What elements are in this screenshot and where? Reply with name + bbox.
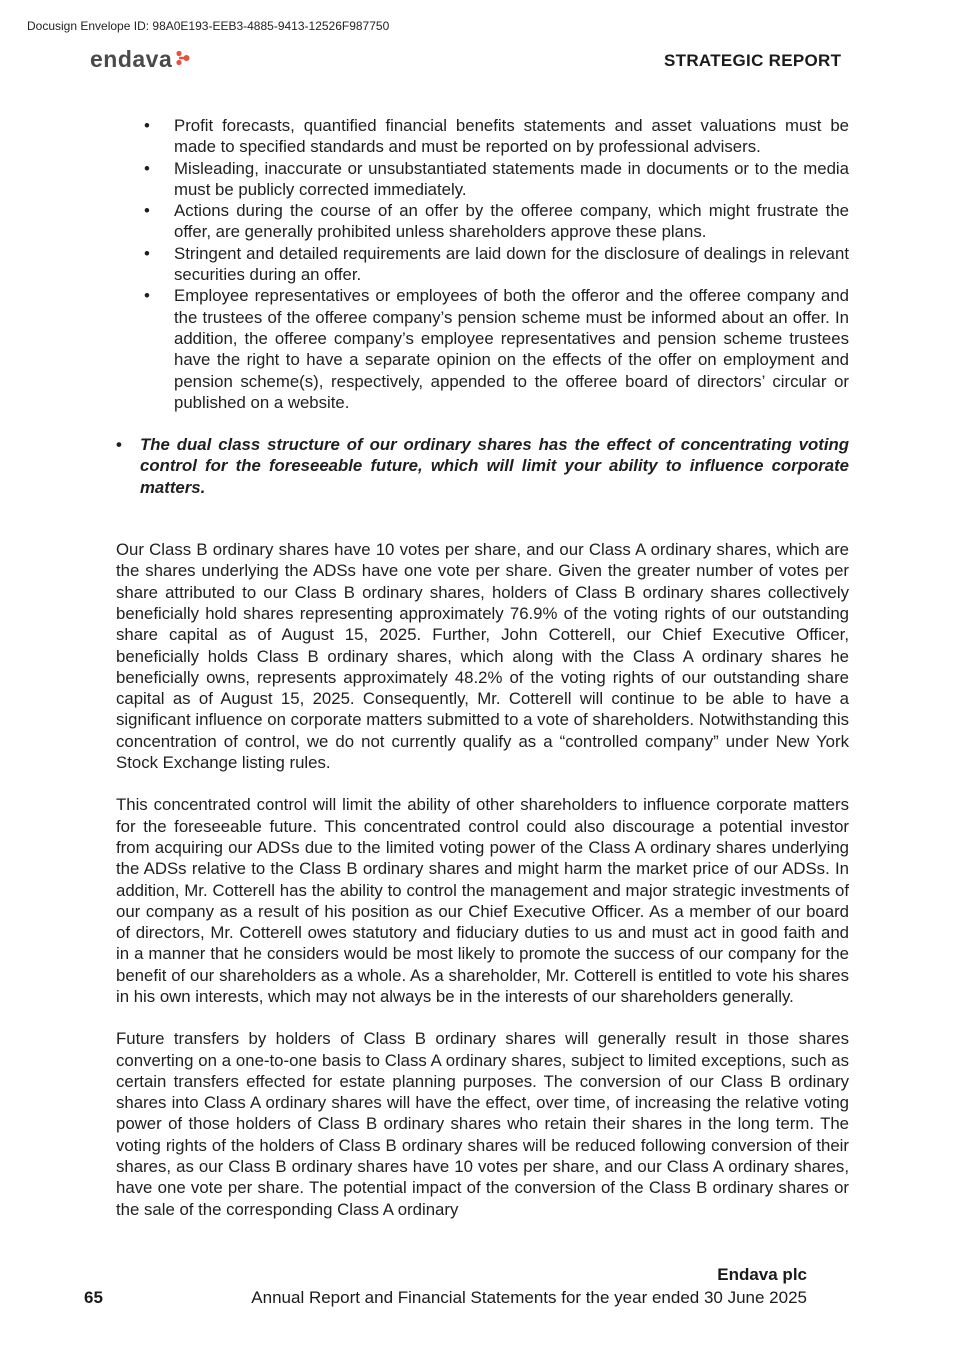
risk-factor-heading: • The dual class structure of our ordinary shares has the effect of concentrating voting control for the foreseeable future, which will limit your ability to influence corporate matters. <box>116 435 849 497</box>
page-content <box>116 115 849 1220</box>
body-paragraph: This concentrated control will limit the ability of other shareholders to influence corporate matters for the foreseeable future. This concentrated control could also discourage a potential investor from acquiring our ADSs due to the limited voting power of the Class A ordinary shares underlying the ADSs relative to the Class B ordinary shares and might harm the market price of our ADSs. In addition, Mr. Cotterell has the ability to control the management and major strategic investments of our company as a result of his position as our Chief Executive Officer. As a member of our board of directors, Mr. Cotterell owes statutory and fiduciary duties to us and must act in good faith and in a manner that he considers would be most likely to promote the success of our company for the benefit of our shareholders as a whole. As a shareholder, Mr. Cotterell is entitled to vote his shares in his own interests, which may not always be in the interests of our shareholders generally. <box>116 795 849 1006</box>
body-paragraph: Future transfers by holders of Class B ordinary shares will generally result in those shares converting on a one-to-one basis to Class A ordinary shares, subject to limited exceptions, such as certain transfers effected for estate planning purposes. The conversion of our Class B ordinary shares into Class A ordinary shares will have the effect, over time, of increasing the relative voting power of those holders of Class B ordinary shares who retain their shares in the long term. The voting rights of the holders of Class B ordinary shares will be reduced following conversion of their shares, as our Class B ordinary shares have 10 votes per share, and our Class A ordinary shares, have one vote per share. The potential impact of the conversion of the Class B ordinary shares or the sale of the corresponding Class A ordinary <box>116 1029 849 1219</box>
bullet-icon: • <box>144 243 150 263</box>
bullet-icon: • <box>144 286 150 306</box>
bullet-icon: • <box>144 158 150 178</box>
endava-logo <box>90 46 191 73</box>
list-item: • Stringent and detailed requirements are laid down for the disclosure of dealings in relevant securities during an offer. <box>144 243 849 285</box>
page-number: 65 <box>84 1288 103 1307</box>
footer-report-title: Annual Report and Financial Statements for the year ended 30 June 2025 <box>251 1288 807 1307</box>
list-item: • Misleading, inaccurate or unsubstantiated statements made in documents or to the media must be publicly corrected immediately. <box>144 158 849 199</box>
list-item: • Actions during the course of an offer by the offeree company, which might frustrate the offer, are generally prohibited unless shareholders approve these plans. <box>144 201 849 242</box>
list-item: • Employee representatives or employees of both the offeror and the offeree company and the trustees of the offeree company’s pension scheme must be informed about an offer. In addition, the offeree company’s employee representatives and pension scheme trustees have the right to have a separate opinion on the effects of the offer on employment and pension scheme(s), respectively, appended to the offeree board of directors’ circular or published on a website. <box>144 286 849 412</box>
bullet-icon: • <box>116 435 122 455</box>
list-item: • Profit forecasts, quantified financial benefits statements and asset valuations must be made to specified standards and must be reported on by professional advisers. <box>144 116 849 157</box>
logo-wordmark: endava <box>90 46 173 72</box>
takeover-code-list <box>116 115 849 413</box>
bullet-icon: • <box>144 116 150 135</box>
docusign-envelope-id: Docusign Envelope ID: 98A0E193-EEB3-4885-9413-12526F987750 <box>27 19 390 33</box>
section-title: STRATEGIC REPORT <box>664 51 842 70</box>
logo-mark-icon <box>175 50 191 71</box>
footer-company: Endava plc <box>717 1265 807 1284</box>
bullet-icon: • <box>144 201 150 221</box>
body-paragraph: Our Class B ordinary shares have 10 votes per share, and our Class A ordinary shares, which are the shares underlying the ADSs have one vote per share. Given the greater number of votes per share attributed to our Class B ordinary shares, holders of Class B ordinary shares collectively beneficially hold shares representing approximately 76.9% of the voting rights of our outstanding share capital as of August 15, 2025. Further, John Cotterell, our Chief Executive Officer, beneficially holds Class B ordinary shares, which along with the Class A ordinary shares he beneficially owns, represents approximately 48.2% of the voting rights of our outstanding share capital as of August 15, 2025. Consequently, Mr. Cotterell will continue to be able to have a significant influence on corporate matters submitted to a vote of shareholders. Notwithstanding this concentration of control, we do not currently qualify as a “controlled company” under New York Stock Exchange listing rules. <box>116 540 849 773</box>
